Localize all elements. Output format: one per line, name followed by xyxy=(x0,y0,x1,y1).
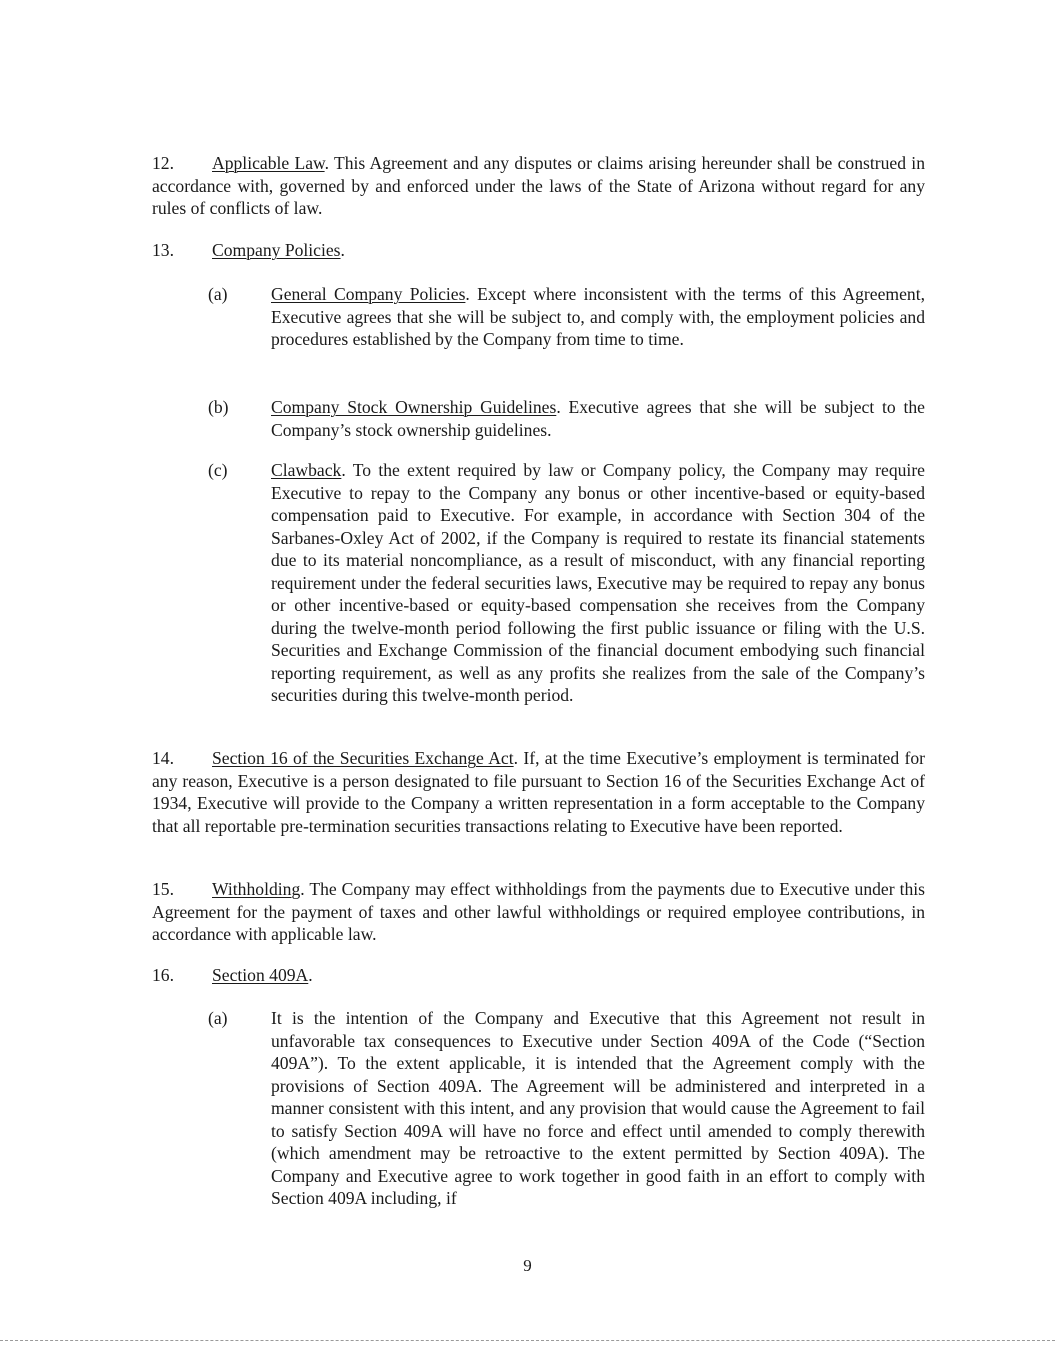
section-16-heading xyxy=(152,964,313,987)
section-13c xyxy=(208,459,925,707)
section-number: 12. xyxy=(152,153,174,173)
subsection-label: (a) xyxy=(208,1008,228,1028)
section-number: 14. xyxy=(152,748,174,768)
section-number: 16. xyxy=(152,965,174,985)
section-title: Section 409A xyxy=(212,965,309,985)
section-13-heading xyxy=(152,239,345,262)
subsection-text: It is the intention of the Company and Executive that this Agreement not result in unfavorable tax consequences to Executive under Section 409A of the Code (“Section 409A”). To the extent applicable, it is intended that the Agreement comply with the provisions of Section 409A. The Agreement will be administered and interpreted in a manner consistent with this intent, and any provision that would cause the Agreement to fail to satisfy Section 409A will have no force and effect until amended to comply therewith (which amendment may be retroactive to the extent permitted by Section 409A). The Company and Executive agree to work together in good faith in an effort to comply with Section 409A including, if xyxy=(271,1008,925,1208)
section-13b xyxy=(208,396,925,441)
section-text: . The Company may effect withholdings from the payments due to Executive under this Agreement for the payment of taxes and other lawful withholdings or required employee contributions, in accordance with applicable law. xyxy=(152,879,925,944)
section-14 xyxy=(152,747,925,837)
section-12 xyxy=(152,152,925,220)
section-title: Section 16 of the Securities Exchange Act xyxy=(212,748,514,768)
page-bottom-rule xyxy=(0,1340,1055,1341)
section-title: Company Policies xyxy=(212,240,341,260)
section-number: 15. xyxy=(152,879,174,899)
section-13a xyxy=(208,283,925,351)
subsection-label: (b) xyxy=(208,397,229,417)
subsection-text: . To the extent required by law or Company policy, the Company may require Executive to repay to the Company any bonus or other incentive-based or equity-based compensation paid to Executive. For example, in accordance with Section 304 of the Sarbanes-Oxley Act of 2002, if the Company is required to restate its financial statements due to its material noncompliance, as a result of misconduct, with any financial reporting requirement under the federal securities laws, Executive may be required to repay any bonus or other incentive-based or equity-based compensation she receives from the Company during the twelve-month period following the first public issuance or filing with the U.S. Securities and Exchange Commission of the financial document embodying such financial reporting requirement, as well as any profits she realizes from the sale of the Company’s securities during this twelve-month period. xyxy=(271,460,925,705)
section-title: Applicable Law xyxy=(212,153,325,173)
section-15 xyxy=(152,878,925,946)
section-text: . This Agreement and any disputes or claims arising hereunder shall be construed in accordance with, governed by and enforced under the laws of the State of Arizona without regard for any rules of conflicts of law. xyxy=(152,153,925,218)
section-text: . If, at the time Executive’s employment is terminated for any reason, Executive is a person designated to file pursuant to Section 16 of the Securities Exchange Act of 1934, Executive will provide to the Company a written representation in a form acceptable to the Company that all reportable pre-termination securities transactions relating to Executive have been reported. xyxy=(152,748,925,836)
page-number: 9 xyxy=(523,1256,532,1275)
subsection-title: General Company Policies xyxy=(271,284,466,304)
subsection-text: . Executive agrees that she will be subject to the Company’s stock ownership guidelines. xyxy=(271,397,925,440)
section-title-period: . xyxy=(340,240,345,260)
section-title: Withholding xyxy=(212,879,301,899)
section-number: 13. xyxy=(152,240,174,260)
section-16a xyxy=(208,1007,925,1210)
section-title-period: . xyxy=(308,965,313,985)
subsection-title: Clawback xyxy=(271,460,342,480)
subsection-text: . Except where inconsistent with the terms of this Agreement, Executive agrees that she will be subject to, and comply with, the employment policies and procedures established by the Company from time to time. xyxy=(271,284,925,349)
subsection-title: Company Stock Ownership Guidelines xyxy=(271,397,557,417)
subsection-label: (c) xyxy=(208,460,228,480)
subsection-label: (a) xyxy=(208,284,228,304)
